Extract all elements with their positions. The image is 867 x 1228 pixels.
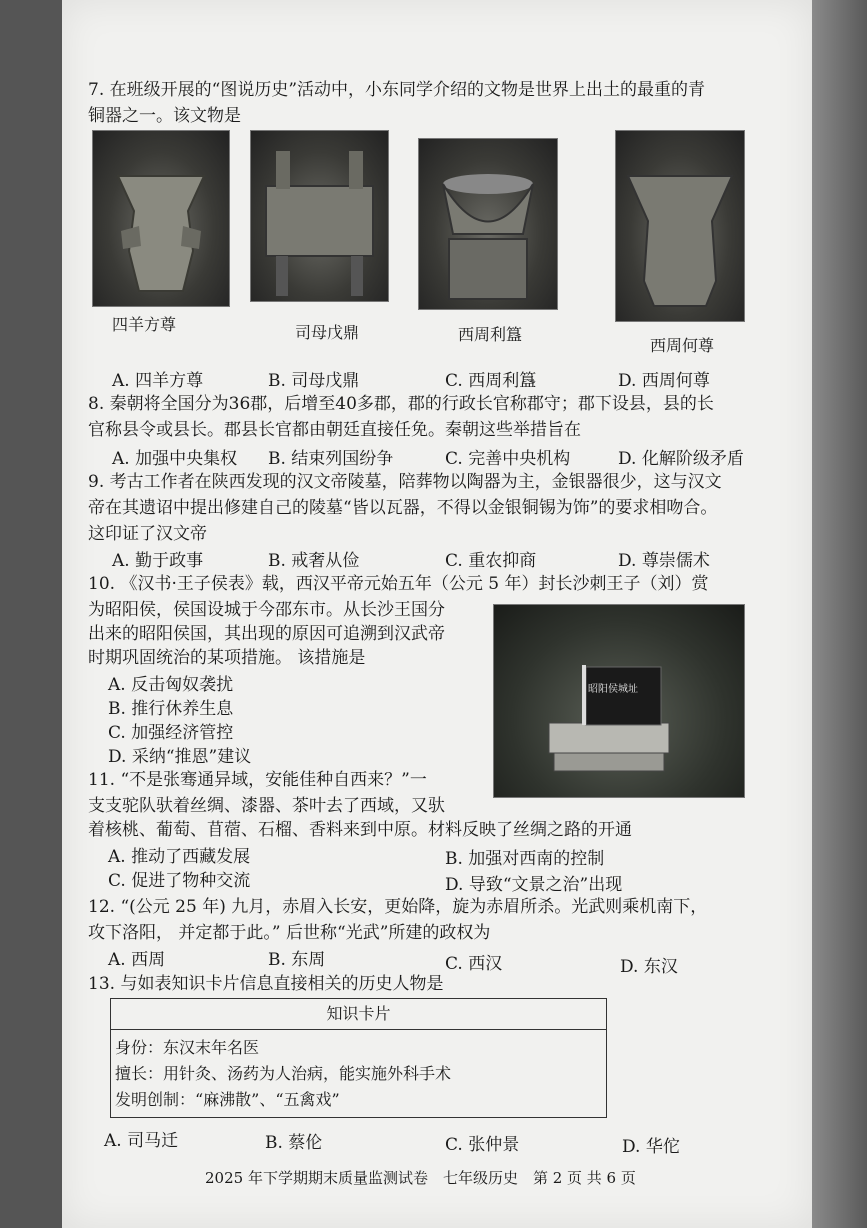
q9-line1: 9. 考古工作者在陕西发现的汉文帝陵墓，陪葬物以陶器为主，金银器很少，这与汉文 [88,472,722,492]
q8-option-d: D. 化解阶级矛盾 [618,449,744,469]
q10-line4: 时期巩固统治的某项措施。 该措施是 [88,648,366,668]
photo-four-ram-square-zun [92,130,230,307]
caption-2: 司母戊鼎 [295,323,360,342]
q10-line3: 出来的昭阳侯国，其出现的原因可追溯到汉武帝 [88,624,445,644]
scan-margin-left [0,0,62,1228]
knowledge-card-row-invention: 发明创制：“麻沸散”、“五禽戏” [115,1090,340,1109]
q9-line2: 帝在其遗诏中提出修建自己的陵墓“皆以瓦器，不得以金银铜锡为饰”的要求相吻合。 [88,498,718,518]
q9-option-a: A. 勤于政事 [112,551,204,571]
q8-option-a: A. 加强中央集权 [112,449,238,469]
q11-option-a: A. 推动了西藏发展 [108,847,251,867]
q8-option-c: C. 完善中央机构 [445,449,571,469]
q7-line2: 铜器之一。该文物是 [88,106,241,126]
q9-line3: 这印证了汉文帝 [88,524,207,544]
q12-option-a: A. 西周 [108,950,166,970]
q10-line2: 为昭阳侯，侯国设城于今邵东市。从长沙王国分 [88,600,445,620]
q8-line2: 官称县令或县长。郡县长官都由朝廷直接任免。秦朝这些举措旨在 [88,420,581,440]
q11-option-b: B. 加强对西南的控制 [445,849,605,869]
knowledge-card-row-skill: 擅长：用针灸、汤药为人治病，能实施外科手术 [115,1064,452,1083]
q12-option-b: B. 东周 [268,950,326,970]
q12-line2: 攻下洛阳， 并定都于此。” 后世称“光武”所建的政权为 [88,923,491,943]
q10-option-d: D. 采纳“推恩”建议 [108,747,252,767]
q9-option-c: C. 重农抑商 [445,551,537,571]
q13-option-d: D. 华佗 [622,1137,680,1157]
q10-line1: 10. 《汉书·王子侯表》载，西汉平帝元始五年（公元 5 年）封长沙刺王子（刘）赏 [88,574,709,594]
caption-1: 四羊方尊 [112,315,177,334]
photo-li-gui [418,138,558,310]
knowledge-card-row-identity: 身份：东汉末年名医 [115,1038,260,1057]
photo-simuwu-ding [250,130,389,302]
knowledge-card-title: 知识卡片 [111,999,606,1030]
q13-line1: 13. 与如表知识卡片信息直接相关的历史人物是 [88,974,444,994]
scan-margin-right [812,0,867,1228]
q7-option-d: D. 西周何尊 [618,371,710,391]
q8-option-b: B. 结束列国纷争 [268,449,394,469]
q7-option-a: A. 四羊方尊 [112,371,204,391]
q10-option-b: B. 推行休养生息 [108,699,234,719]
page-footer: 2025 年下学期期末质量监测试卷 七年级历史 第 2 页 共 6 页 [205,1169,636,1187]
q7-option-c: C. 西周利簋 [445,371,537,391]
q7-option-b: B. 司母戊鼎 [268,371,360,391]
q12-option-c: C. 西汉 [445,954,503,974]
q7-line1: 7. 在班级开展的“图说历史”活动中，小东同学介绍的文物是世界上出土的最重的青 [88,80,706,100]
caption-4: 西周何尊 [650,336,715,355]
q11-line2: 支支驼队驮着丝绸、漆器、茶叶去了西域，又驮 [88,796,445,816]
q8-line1: 8. 秦朝将全国分为36郡，后增至40多郡，郡的行政长官称郡守；郡下设县，县的长 [88,394,714,414]
q9-option-d: D. 尊崇儒术 [618,551,710,571]
q12-line1: 12. “(公元 25 年) 九月，赤眉入长安，更始降，旋为赤眉所杀。光武则乘机南下， [88,897,708,917]
q11-line1: 11. “不是张骞通异域，安能佳种自西来？”一 [88,770,427,790]
q11-option-c: C. 促进了物种交流 [108,871,251,891]
stele-inscription: 昭阳侯城址 [588,684,638,695]
q13-option-a: A. 司马迁 [104,1131,179,1151]
photo-he-zun [615,130,745,322]
q12-option-d: D. 东汉 [620,957,678,977]
caption-3: 西周利簋 [458,325,523,344]
q9-option-b: B. 戒奢从俭 [268,551,360,571]
q13-option-c: C. 张仲景 [445,1135,520,1155]
q10-option-c: C. 加强经济管控 [108,723,234,743]
q11-line3: 着核桃、葡萄、苜蓿、石榴、香料来到中原。材料反映了丝绸之路的开通 [88,820,632,840]
q13-option-b: B. 蔡伦 [265,1133,323,1153]
photo-zhaoyang-site [493,604,745,798]
q10-option-a: A. 反击匈奴袭扰 [108,675,234,695]
q11-option-d: D. 导致“文景之治”出现 [445,875,623,895]
knowledge-card [110,998,607,1118]
